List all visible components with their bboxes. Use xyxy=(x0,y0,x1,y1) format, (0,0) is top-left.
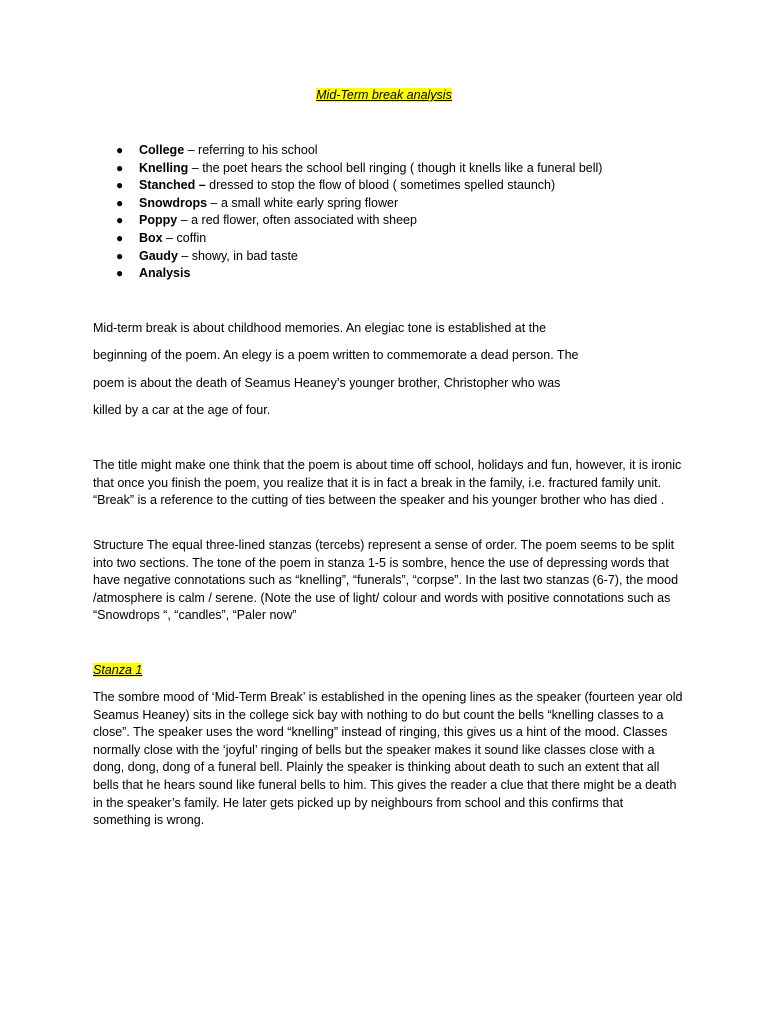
vocabulary-term: Box xyxy=(139,230,163,245)
intro-line: poem is about the death of Seamus Heaney’s younger brother, Christopher who was xyxy=(93,375,561,390)
vocabulary-definition: – showy, in bad taste xyxy=(177,248,298,263)
bullet-icon: ● xyxy=(116,160,124,175)
vocabulary-definition: – a small white early spring flower xyxy=(207,195,399,210)
vocabulary-item xyxy=(108,248,602,266)
intro-line: Mid-term break is about childhood memories. An elegiac tone is established at the xyxy=(93,321,547,335)
vocabulary-term: Poppy xyxy=(139,213,178,228)
vocabulary-item xyxy=(108,195,602,213)
bullet-icon: ● xyxy=(116,195,124,210)
title-meaning-paragraph: The title might make one think that the poem is about time off school, holidays and fun, however, it is ironic that once you finish the poem, you realize that it is in fact a break in the family, i.e. fractured family unit. “Break” is a reference to the cutting of ties between the speaker and his younger brother who has died . xyxy=(93,458,682,508)
vocabulary-term: Analysis xyxy=(139,266,191,281)
bullet-icon: ● xyxy=(116,143,124,157)
bullet-icon: ● xyxy=(116,178,124,193)
vocabulary-list xyxy=(108,142,602,283)
vocabulary-item xyxy=(108,230,602,248)
intro-line: beginning of the poem. An elegy is a poem written to commemorate a dead person. The xyxy=(93,348,579,363)
vocabulary-item xyxy=(108,177,602,195)
stanza-1-paragraph: The sombre mood of ‘Mid-Term Break’ is established in the opening lines as the speaker (fourteen year old Seamus Heaney) sits in the college sick bay with nothing to do but count the bells “knelling classes to a close”. The speaker uses the word “knelling” instead of ringing, this gives us a hint of the mood. Classes normally close with the ‘joyful’ ringing of bells but the speaker makes it sound like classes close with a dong, dong, dong of a funeral bell. Plainly the speaker is thinking about death to such an extent that all bells that he hears sound like funeral bells to him. This gives the reader a clue that there might be a death in the speaker’s family. He later gets picked up by neighbours from school and this confirms that something is wrong. xyxy=(93,690,683,828)
vocabulary-definition: – the poet hears the school bell ringing ( though it knells like a funeral bell) xyxy=(188,160,603,175)
vocabulary-term: Knelling xyxy=(139,160,189,175)
vocabulary-item xyxy=(108,212,602,230)
bullet-icon: ● xyxy=(116,266,124,281)
vocabulary-term: Gaudy xyxy=(139,248,178,263)
intro-line: killed by a car at the age of four. xyxy=(93,402,271,417)
vocabulary-definition: – referring to his school xyxy=(184,143,318,157)
vocabulary-definition: dressed to stop the flow of blood ( sometimes spelled staunch) xyxy=(205,178,556,193)
vocabulary-definition: – a red flower, often associated with sheep xyxy=(177,213,417,228)
vocabulary-term: Snowdrops xyxy=(139,195,208,210)
intro-paragraph xyxy=(93,320,683,429)
vocabulary-term: College xyxy=(139,143,185,157)
vocabulary-term: Stanched – xyxy=(139,178,206,193)
vocabulary-definition: – coffin xyxy=(162,230,207,245)
bullet-icon: ● xyxy=(116,230,124,245)
document-title: Mid-Term break analysis xyxy=(316,88,452,102)
vocabulary-item xyxy=(108,142,602,160)
vocabulary-item xyxy=(108,160,602,178)
bullet-icon: ● xyxy=(116,213,124,228)
stanza-1-heading: Stanza 1 xyxy=(93,663,143,677)
bullet-icon: ● xyxy=(116,248,124,263)
vocabulary-item xyxy=(108,265,602,283)
structure-paragraph: Structure The equal three-lined stanzas (tercebs) represent a sense of order. The poem seems to be split into two sections. The tone of the poem in stanza 1-5 is sombre, hence the use of depressing words that have negative connotations such as “knelling”, “funerals”, “corpse”. In the last two stanzas (6-7), the mood /atmosphere is calm / serene. (Note the use of light/ colour and words with positive connotations such as “Snowdrops “, “candles”, “Paler now” xyxy=(93,538,679,623)
stanza-1-heading-row xyxy=(93,662,142,679)
title-row xyxy=(0,87,768,104)
